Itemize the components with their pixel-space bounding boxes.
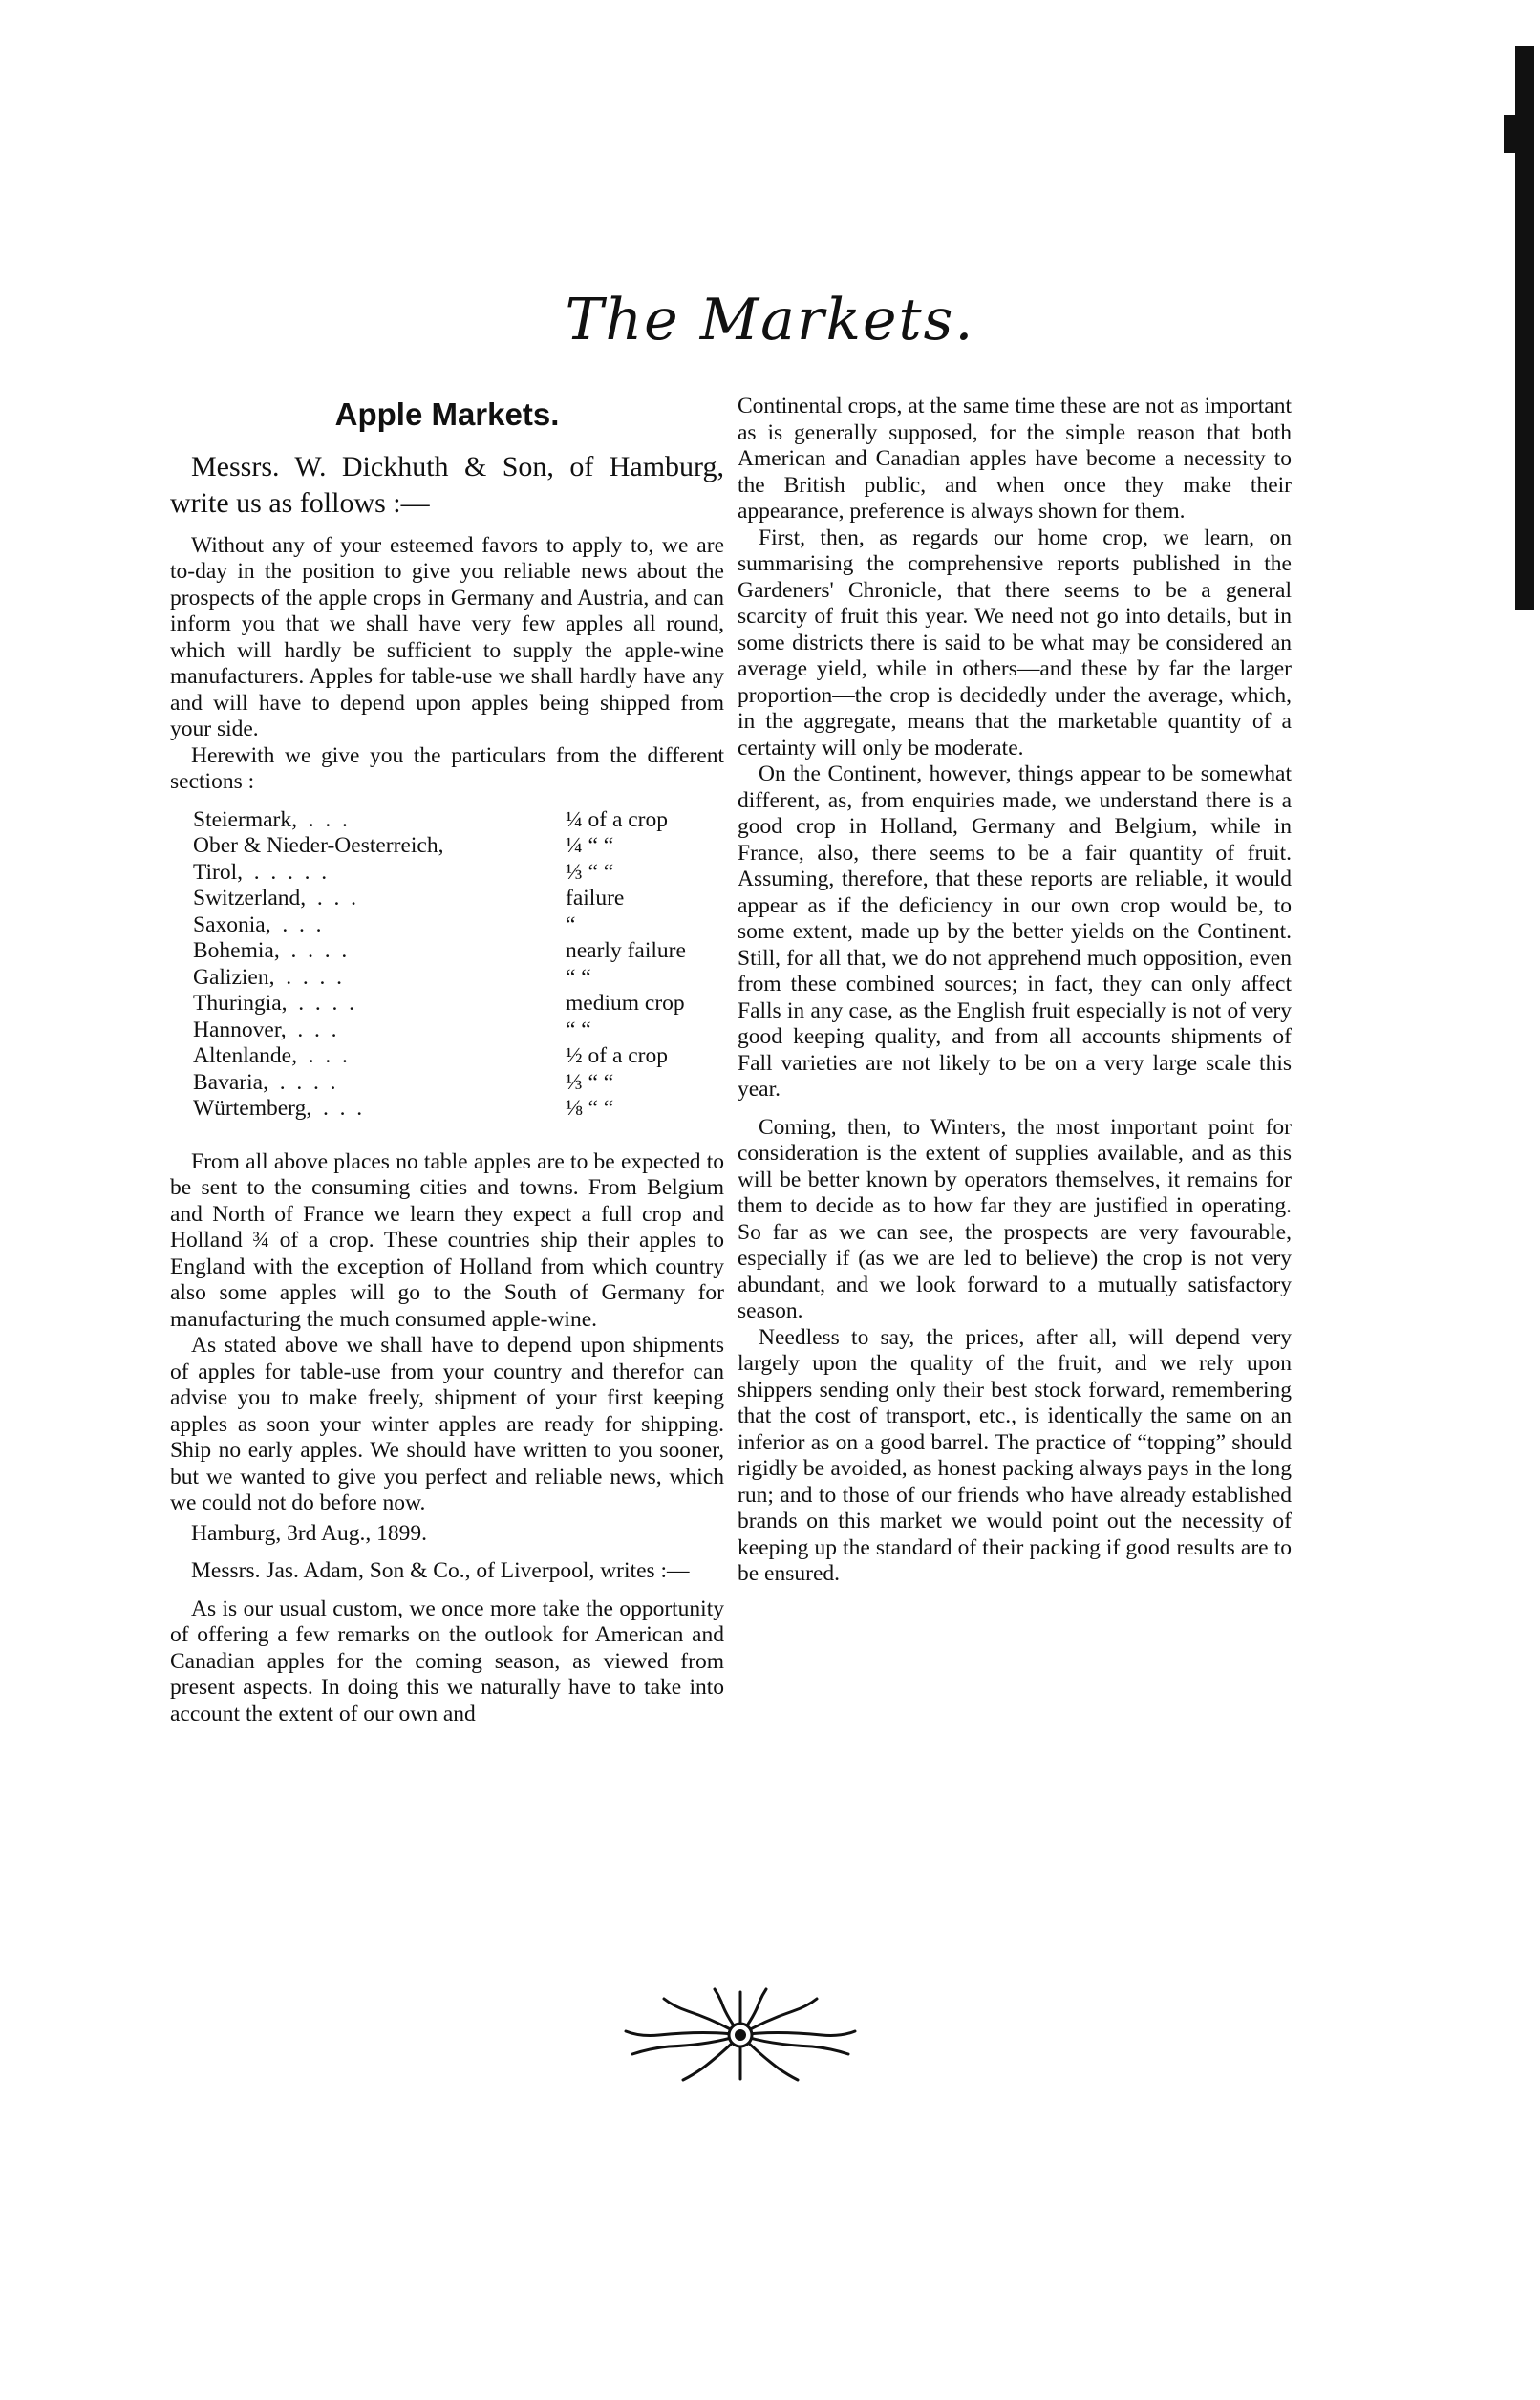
paragraph: Needless to say, the prices, after all, will depend very largely upon the quality of the fruit, and we rely upon shippers sending only their best stock forward, remembering that the cost of transport, etc., is identically the same on an inferior as on a good barrel. The practice of “topping” should rigidly be avoided, as honest packing always pays in the long run; and to those of our friends who have already established brands on this market we would point out the necessity of keeping up the standard of their packing if good results are to be ensured. (738, 1324, 1292, 1586)
crop-place: Switzerland, . . . (193, 886, 356, 911)
paragraph: First, then, as regards our home crop, we learn, on summarising the comprehensive reports published in the Gardeners' Chronicle, that there seems to be a general scarcity of fruit this year. We need not go into details, but in some districts there is said to be what may be considered an average yield, while in others—and these by far the larger proportion—the crop is decidedly under the average, which, in the aggregate, means that the marketable quantity of a certainty will only be moderate. (738, 525, 1292, 761)
crop-amount: “ “ (566, 1017, 591, 1042)
crop-amount: ¼ “ “ (566, 833, 614, 858)
crop-amount: medium crop (566, 991, 685, 1016)
crop-place: Hannover, . . . (193, 1017, 337, 1042)
crop-amount: “ “ (566, 964, 591, 990)
intro-paragraph: Messrs. W. Dickhuth & Son, of Hamburg, write us as follows :— (170, 450, 724, 519)
crop-row (193, 833, 709, 860)
crop-place: Galizien, . . . . (193, 964, 342, 990)
paragraph: Continental crops, at the same time these are not as important as is generally supposed, for the simple reason that both American and Canadian apples have become a necessity to the British public, and when once they make their appearance, preference is always shown for them. (738, 394, 1292, 524)
crop-row (193, 860, 709, 887)
crop-amount: nearly failure (566, 938, 686, 963)
left-column (170, 394, 724, 1727)
crop-place: Würtemberg, . . . (193, 1096, 363, 1121)
crop-amount: ⅛ “ “ (566, 1096, 614, 1121)
crop-place: Steiermark, . . . (193, 806, 348, 832)
paragraph: Without any of your esteemed favors to apply to, we are to-day in the position to give you reliable news about the prospects of the apple crops in Germany and Austria, and can inform you that we shall have very few apples all round, which will hardly be sufficient to supply the apple-wine manufacturers. Apples for table-use we shall hardly have any and will have to depend upon apples being shipped from your side. (170, 532, 724, 741)
page-heading: The Markets. (565, 287, 975, 354)
crop-amount: ⅓ “ “ (566, 1069, 614, 1095)
crop-amount: ¼ of a crop (566, 806, 669, 832)
paragraph: As stated above we shall have to depend upon shipments of apples for table-use from your country and therefor can advise you to make freely, shipment of your first keeping apples as soon your winter apples are ready for shipping. Ship no early apples. We should have written to you sooner, but we wanted to give you perfect and reliable news, which we could not do before now. (170, 1333, 724, 1515)
crop-place: Bohemia, . . . . (193, 938, 348, 963)
crop-row (193, 807, 709, 834)
crop-place: Thuringia, . . . . (193, 991, 355, 1016)
crop-place: Tirol, . . . . . (193, 859, 328, 885)
right-column (738, 394, 1292, 1588)
crop-row (193, 1096, 709, 1123)
crop-amount: “ (566, 911, 576, 937)
dateline: Hamburg, 3rd Aug., 1899. (191, 1520, 427, 1546)
crop-place: Altenlande, . . . (193, 1043, 348, 1068)
paragraph: Messrs. Jas. Adam, Son & Co., of Liverpool, writes :— (191, 1558, 690, 1583)
crop-row (193, 1043, 709, 1070)
paragraph: On the Continent, however, things appear to be somewhat different, as, from enquiries made, we understand there is a good crop in Holland, Germany and Belgium, while in France, also, there seems to be a fair quantity of fruit. Assuming, therefore, that these reports are reliable, it would appear as if the deficiency in our own crop would be, to some extent, made up by the better yields on the Continent. Still, for all that, we do not apprehend much opposition, even from these combined sources; in fact, they can only affect Falls in any case, as the English fruit especially is not of very good keeping quality, and from all accounts shipments of Fall varieties are not likely to be on a very large scale this year. (738, 761, 1292, 1102)
crop-row (193, 991, 709, 1018)
crop-row (193, 938, 709, 965)
paragraph: From all above places no table apples are to be expected to be sent to the consuming cities and towns. From Belgium and North of France we learn they expect a full crop and Holland ¾ of a crop. These countries ship their apples to England with the exception of Holland from which country also some apples will go to the South of Germany for manufacturing the much consumed apple-wine. (170, 1148, 724, 1332)
crop-amount: ⅓ “ “ (566, 859, 614, 885)
crop-place: Bavaria, . . . . (193, 1069, 336, 1095)
crop-row (193, 965, 709, 992)
crop-amount: failure (566, 886, 625, 911)
paragraph: As is our usual custom, we once more take the opportunity of offering a few remarks on the outlook for American and Canadian apples for the coming season, as viewed from present aspects. In doing this we naturally have to take into account the extent of our own and (170, 1596, 724, 1726)
crop-place: Saxonia, . . . (193, 911, 322, 937)
crop-place: Ober & Nieder-Oesterreich, (193, 833, 444, 858)
page-edge-tick (1504, 115, 1517, 153)
crop-row (193, 886, 709, 912)
crop-row (193, 912, 709, 939)
crop-row (193, 1018, 709, 1044)
section-title: Apple Markets. (334, 396, 560, 432)
paragraph: Herewith we give you the particulars from the different sections : (170, 742, 724, 794)
crop-table (193, 807, 709, 1123)
crop-row (193, 1070, 709, 1097)
sunburst-ornament-icon (621, 1987, 860, 2083)
crop-amount: ½ of a crop (566, 1043, 669, 1068)
paragraph: Coming, then, to Winters, the most important point for consideration is the extent of supplies available, and as this will be better known by operators themselves, it remains for them to decide as to how far they are justified in operating. So far as we can see, the prospects are very favourable, especially if (as we are led to believe) the crop is not very abundant, and we look forward to a mutually satisfactory season. (738, 1114, 1292, 1323)
